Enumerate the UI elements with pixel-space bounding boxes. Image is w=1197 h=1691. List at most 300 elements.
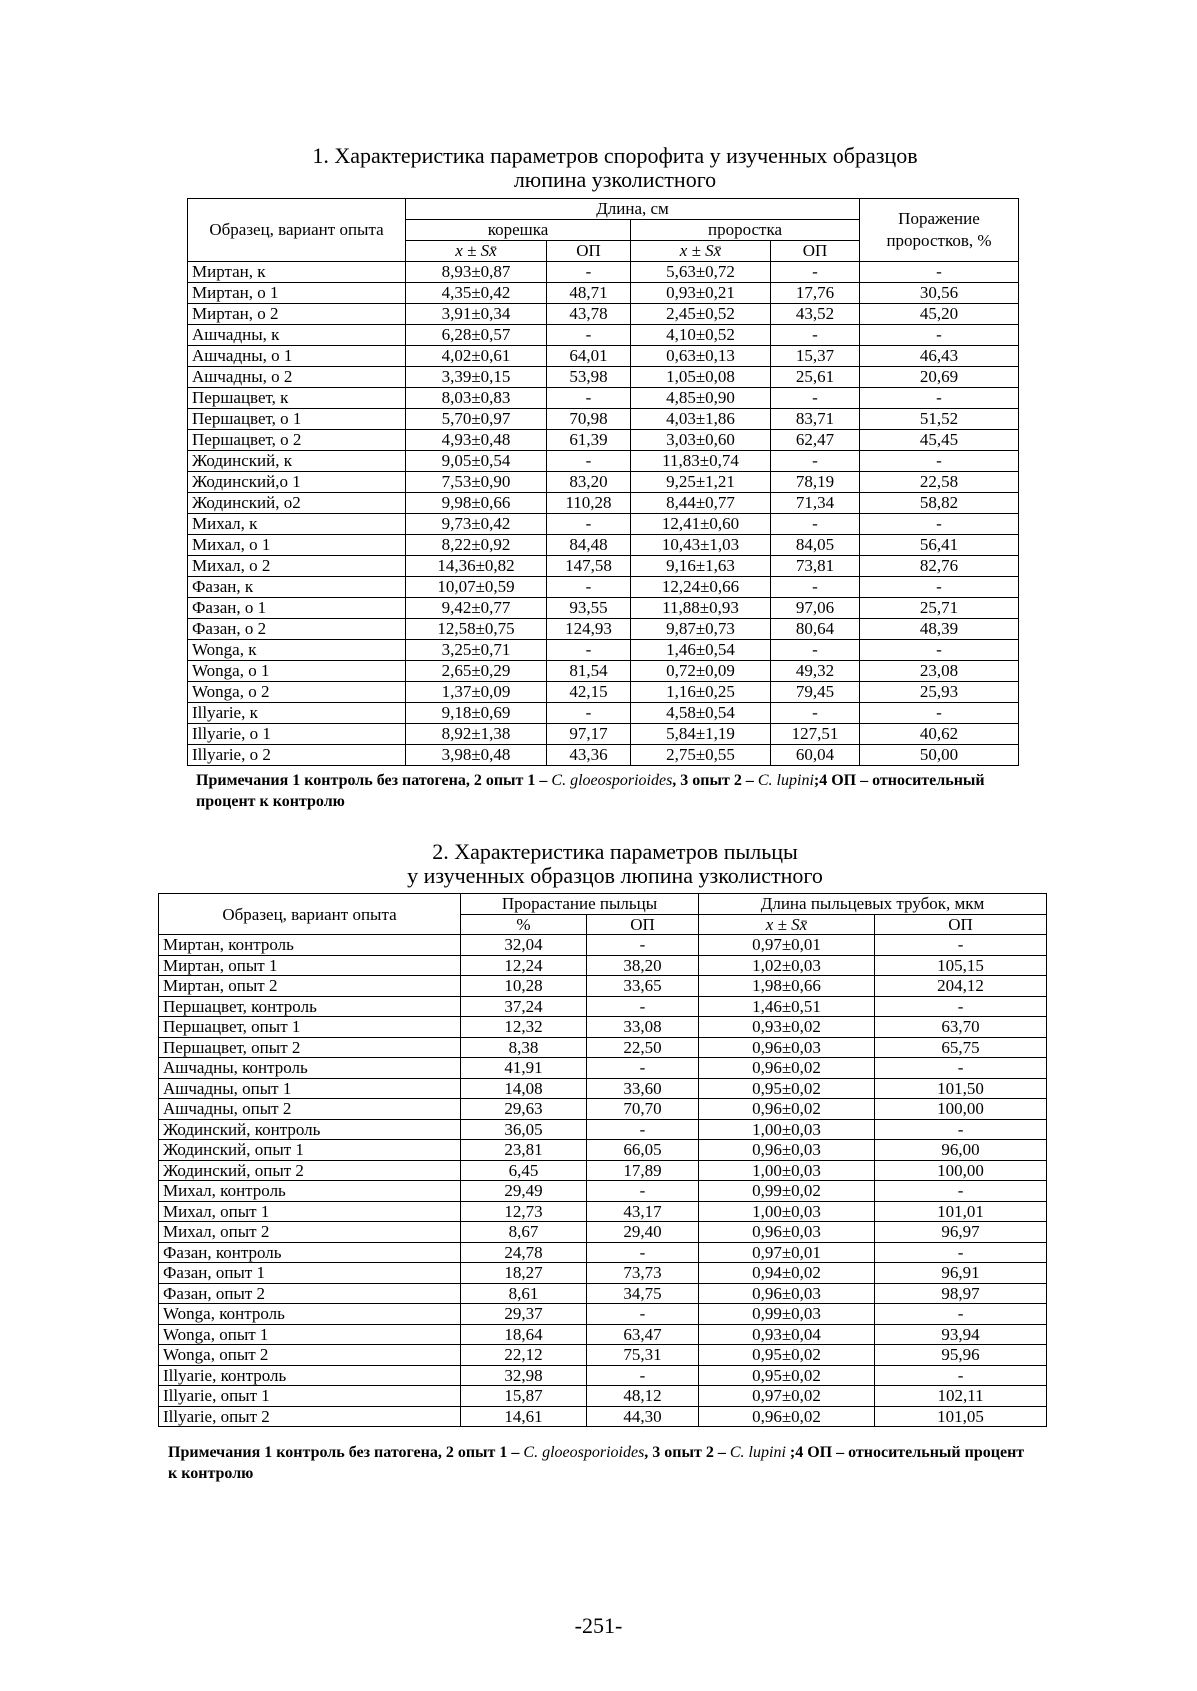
value-cell: 8,22±0,92 — [406, 535, 547, 556]
sample-cell: Першацвет, к — [188, 388, 406, 409]
value-cell: 42,15 — [547, 682, 631, 703]
value-cell: - — [587, 1119, 699, 1140]
note-species-1: C. gloeosporioides — [523, 1444, 645, 1461]
table-row — [159, 1160, 1047, 1181]
value-cell: 0,63±0,13 — [631, 346, 771, 367]
value-cell: 29,63 — [461, 1099, 587, 1120]
table1-caption-line1: 1. Характеристика параметров спорофита у изученных образцов — [312, 143, 918, 168]
value-cell: - — [587, 1058, 699, 1079]
value-cell: 8,92±1,38 — [406, 724, 547, 745]
value-cell: - — [875, 1119, 1047, 1140]
value-cell: 3,25±0,71 — [406, 640, 547, 661]
value-cell: 62,47 — [771, 430, 860, 451]
header-damage: Поражение проростков, % — [860, 199, 1019, 262]
value-cell: 10,28 — [461, 976, 587, 997]
value-cell: - — [771, 514, 860, 535]
value-cell: 5,63±0,72 — [631, 262, 771, 283]
value-cell: 1,02±0,03 — [699, 955, 875, 976]
sample-cell: Illyarie, о 1 — [188, 724, 406, 745]
value-cell: 98,97 — [875, 1283, 1047, 1304]
value-cell: 14,08 — [461, 1078, 587, 1099]
value-cell: 83,20 — [547, 472, 631, 493]
value-cell: 8,93±0,87 — [406, 262, 547, 283]
header-sample: Образец, вариант опыта — [188, 199, 406, 262]
value-cell: - — [771, 703, 860, 724]
value-cell: - — [771, 325, 860, 346]
value-cell: 0,96±0,02 — [699, 1099, 875, 1120]
value-cell: - — [860, 388, 1019, 409]
value-cell: 43,52 — [771, 304, 860, 325]
value-cell: 1,37±0,09 — [406, 682, 547, 703]
value-cell: 17,89 — [587, 1160, 699, 1181]
value-cell: 14,36±0,82 — [406, 556, 547, 577]
sample-cell: Миртан, о 2 — [188, 304, 406, 325]
value-cell: 29,40 — [587, 1222, 699, 1243]
value-cell: 127,51 — [771, 724, 860, 745]
value-cell: - — [547, 451, 631, 472]
table-row — [188, 430, 1019, 451]
sample-cell: Ашчадны, о 1 — [188, 346, 406, 367]
value-cell: 80,64 — [771, 619, 860, 640]
value-cell: 0,96±0,03 — [699, 1283, 875, 1304]
value-cell: - — [860, 577, 1019, 598]
value-cell: 40,62 — [860, 724, 1019, 745]
value-cell: 32,98 — [461, 1365, 587, 1386]
table-row — [159, 1406, 1047, 1427]
table-row — [159, 1345, 1047, 1366]
sample-cell: Фазан, о 1 — [188, 598, 406, 619]
table-row — [188, 493, 1019, 514]
value-cell: 9,87±0,73 — [631, 619, 771, 640]
value-cell: 0,96±0,02 — [699, 1058, 875, 1079]
value-cell: 20,69 — [860, 367, 1019, 388]
value-cell: 101,01 — [875, 1201, 1047, 1222]
table-row — [159, 1386, 1047, 1407]
value-cell: 3,91±0,34 — [406, 304, 547, 325]
value-cell: 1,16±0,25 — [631, 682, 771, 703]
value-cell: 22,12 — [461, 1345, 587, 1366]
value-cell: 83,71 — [771, 409, 860, 430]
value-cell: 29,37 — [461, 1304, 587, 1325]
table-row — [188, 367, 1019, 388]
value-cell: - — [875, 996, 1047, 1017]
value-cell: 22,58 — [860, 472, 1019, 493]
sample-cell: Фазан, опыт 2 — [159, 1283, 461, 1304]
value-cell: - — [547, 640, 631, 661]
value-cell: 96,97 — [875, 1222, 1047, 1243]
sporophyte-table-body — [188, 262, 1019, 766]
table-row — [159, 1304, 1047, 1325]
value-cell: 0,99±0,02 — [699, 1181, 875, 1202]
table-row — [159, 1283, 1047, 1304]
value-cell: 38,20 — [587, 955, 699, 976]
value-cell: 101,50 — [875, 1078, 1047, 1099]
sample-cell: Жодинский, о2 — [188, 493, 406, 514]
sample-cell: Жодинский, опыт 1 — [159, 1140, 461, 1161]
value-cell: 6,28±0,57 — [406, 325, 547, 346]
value-cell: 0,72±0,09 — [631, 661, 771, 682]
value-cell: 4,85±0,90 — [631, 388, 771, 409]
header-sprout-op: ОП — [771, 241, 860, 262]
value-cell: - — [860, 262, 1019, 283]
sample-cell: Жодинский,о 1 — [188, 472, 406, 493]
value-cell: 48,12 — [587, 1386, 699, 1407]
value-cell: 71,34 — [771, 493, 860, 514]
value-cell: 15,87 — [461, 1386, 587, 1407]
value-cell: 9,16±1,63 — [631, 556, 771, 577]
value-cell: - — [875, 1058, 1047, 1079]
value-cell: 49,32 — [771, 661, 860, 682]
value-cell: 0,97±0,01 — [699, 1242, 875, 1263]
table2-caption-line1: 2. Характеристика параметров пыльцы — [432, 839, 798, 864]
value-cell: 8,67 — [461, 1222, 587, 1243]
sample-cell: Михал, к — [188, 514, 406, 535]
table-row — [159, 1058, 1047, 1079]
value-cell: - — [875, 1242, 1047, 1263]
table-row — [159, 1140, 1047, 1161]
sample-cell: Миртан, о 1 — [188, 283, 406, 304]
table-row — [159, 1263, 1047, 1284]
value-cell: 25,93 — [860, 682, 1019, 703]
value-cell: 51,52 — [860, 409, 1019, 430]
value-cell: 9,42±0,77 — [406, 598, 547, 619]
value-cell: 0,96±0,03 — [699, 1140, 875, 1161]
value-cell: 0,93±0,02 — [699, 1017, 875, 1038]
value-cell: 14,61 — [461, 1406, 587, 1427]
sample-cell: Illyarie, к — [188, 703, 406, 724]
value-cell: 43,78 — [547, 304, 631, 325]
value-cell: 96,91 — [875, 1263, 1047, 1284]
value-cell: 44,30 — [587, 1406, 699, 1427]
pollen-table-body — [159, 935, 1047, 1427]
value-cell: 4,02±0,61 — [406, 346, 547, 367]
table-row — [159, 1078, 1047, 1099]
table-row — [188, 724, 1019, 745]
header-tubes-stat: x ± Sx̄ — [699, 914, 875, 935]
page-number: -251- — [574, 1613, 623, 1638]
value-cell: 5,70±0,97 — [406, 409, 547, 430]
value-cell: 102,11 — [875, 1386, 1047, 1407]
value-cell: 8,61 — [461, 1283, 587, 1304]
value-cell: 37,24 — [461, 996, 587, 1017]
value-cell: 56,41 — [860, 535, 1019, 556]
value-cell: 1,00±0,03 — [699, 1201, 875, 1222]
table-row — [188, 304, 1019, 325]
value-cell: 63,47 — [587, 1324, 699, 1345]
value-cell: 93,55 — [547, 598, 631, 619]
table-row — [159, 1119, 1047, 1140]
value-cell: - — [875, 935, 1047, 956]
value-cell: 81,54 — [547, 661, 631, 682]
note-text: Примечания 1 контроль без патогена, 2 опыт 1 – — [168, 1444, 524, 1461]
sample-cell: Першацвет, о 1 — [188, 409, 406, 430]
value-cell: 204,12 — [875, 976, 1047, 997]
sample-cell: Фазан, опыт 1 — [159, 1263, 461, 1284]
value-cell: 36,05 — [461, 1119, 587, 1140]
value-cell: 12,73 — [461, 1201, 587, 1222]
value-cell: 53,98 — [547, 367, 631, 388]
value-cell: 4,03±1,86 — [631, 409, 771, 430]
table-row — [188, 682, 1019, 703]
sample-cell: Михал, опыт 1 — [159, 1201, 461, 1222]
value-cell: 3,03±0,60 — [631, 430, 771, 451]
value-cell: 12,58±0,75 — [406, 619, 547, 640]
note-text: , 3 опыт 2 – — [672, 772, 758, 789]
sample-cell: Першацвет, контроль — [159, 996, 461, 1017]
value-cell: 2,45±0,52 — [631, 304, 771, 325]
value-cell: 8,03±0,83 — [406, 388, 547, 409]
value-cell: 75,31 — [587, 1345, 699, 1366]
sample-cell: Миртан, к — [188, 262, 406, 283]
note-text: ;4 ОП – относительный процент к контролю — [168, 1444, 1025, 1482]
value-cell: - — [771, 388, 860, 409]
value-cell: 29,49 — [461, 1181, 587, 1202]
sample-cell: Ашчадны, опыт 1 — [159, 1078, 461, 1099]
value-cell: 9,98±0,66 — [406, 493, 547, 514]
value-cell: - — [860, 451, 1019, 472]
value-cell: - — [587, 935, 699, 956]
table-row — [188, 535, 1019, 556]
value-cell: 0,96±0,02 — [699, 1406, 875, 1427]
table-row — [159, 1365, 1047, 1386]
value-cell: - — [875, 1181, 1047, 1202]
sample-cell: Михал, контроль — [159, 1181, 461, 1202]
value-cell: 24,78 — [461, 1242, 587, 1263]
value-cell: - — [587, 996, 699, 1017]
sample-cell: Михал, опыт 2 — [159, 1222, 461, 1243]
value-cell: - — [587, 1242, 699, 1263]
header-length: Длина, см — [406, 199, 860, 220]
note-text: , 3 опыт 2 – — [644, 1444, 730, 1461]
header-sprout: проростка — [631, 220, 860, 241]
sample-cell: Жодинский, опыт 2 — [159, 1160, 461, 1181]
value-cell: - — [860, 325, 1019, 346]
value-cell: 0,94±0,02 — [699, 1263, 875, 1284]
sample-cell: Ашчадны, опыт 2 — [159, 1099, 461, 1120]
value-cell: 18,64 — [461, 1324, 587, 1345]
value-cell: 147,58 — [547, 556, 631, 577]
value-cell: 4,10±0,52 — [631, 325, 771, 346]
value-cell: 34,75 — [587, 1283, 699, 1304]
value-cell: 105,15 — [875, 955, 1047, 976]
value-cell: - — [587, 1181, 699, 1202]
value-cell: 0,99±0,03 — [699, 1304, 875, 1325]
table-row — [188, 346, 1019, 367]
value-cell: 96,00 — [875, 1140, 1047, 1161]
value-cell: 70,70 — [587, 1099, 699, 1120]
sample-cell: Фазан, контроль — [159, 1242, 461, 1263]
value-cell: 0,95±0,02 — [699, 1078, 875, 1099]
sample-cell: Жодинский, контроль — [159, 1119, 461, 1140]
header-root-op: ОП — [547, 241, 631, 262]
sample-cell: Wonga, контроль — [159, 1304, 461, 1325]
value-cell: 3,98±0,48 — [406, 745, 547, 766]
value-cell: 45,20 — [860, 304, 1019, 325]
value-cell: 84,48 — [547, 535, 631, 556]
note-species-1: C. gloeosporioides — [551, 772, 673, 789]
value-cell: 45,45 — [860, 430, 1019, 451]
table2-caption — [200, 840, 1030, 888]
value-cell: 58,82 — [860, 493, 1019, 514]
sample-cell: Ашчадны, контроль — [159, 1058, 461, 1079]
value-cell: 48,39 — [860, 619, 1019, 640]
table-row — [159, 935, 1047, 956]
value-cell: 2,65±0,29 — [406, 661, 547, 682]
value-cell: 4,35±0,42 — [406, 283, 547, 304]
table1-caption — [200, 144, 1030, 192]
value-cell: 1,46±0,54 — [631, 640, 771, 661]
value-cell: - — [547, 388, 631, 409]
table-row — [188, 577, 1019, 598]
table-row — [188, 619, 1019, 640]
table-row — [188, 409, 1019, 430]
value-cell: 3,39±0,15 — [406, 367, 547, 388]
value-cell: 12,24 — [461, 955, 587, 976]
value-cell: 0,95±0,02 — [699, 1365, 875, 1386]
sample-cell: Wonga, о 2 — [188, 682, 406, 703]
value-cell: - — [547, 703, 631, 724]
table2-caption-line2: у изученных образцов люпина узколистного — [407, 863, 823, 888]
table-row — [188, 472, 1019, 493]
value-cell: 48,71 — [547, 283, 631, 304]
value-cell: 0,95±0,02 — [699, 1345, 875, 1366]
value-cell: - — [587, 1304, 699, 1325]
header-sample: Образец, вариант опыта — [159, 894, 461, 935]
value-cell: 4,58±0,54 — [631, 703, 771, 724]
value-cell: 15,37 — [771, 346, 860, 367]
table-row — [159, 1242, 1047, 1263]
value-cell: 0,93±0,04 — [699, 1324, 875, 1345]
header-germination: Прорастание пыльцы — [461, 894, 699, 915]
value-cell: 22,50 — [587, 1037, 699, 1058]
value-cell: 82,76 — [860, 556, 1019, 577]
sample-cell: Ашчадны, о 2 — [188, 367, 406, 388]
table-row — [159, 1037, 1047, 1058]
value-cell: 73,81 — [771, 556, 860, 577]
table-row — [188, 325, 1019, 346]
value-cell: 60,04 — [771, 745, 860, 766]
sample-cell: Миртан, контроль — [159, 935, 461, 956]
value-cell: - — [771, 262, 860, 283]
value-cell: - — [771, 451, 860, 472]
sample-cell: Першацвет, о 2 — [188, 430, 406, 451]
value-cell: - — [547, 325, 631, 346]
table-row — [159, 1324, 1047, 1345]
sample-cell: Миртан, опыт 1 — [159, 955, 461, 976]
value-cell: 4,93±0,48 — [406, 430, 547, 451]
table-row — [188, 598, 1019, 619]
value-cell: 5,84±1,19 — [631, 724, 771, 745]
value-cell: 33,60 — [587, 1078, 699, 1099]
value-cell: 0,96±0,03 — [699, 1222, 875, 1243]
value-cell: 50,00 — [860, 745, 1019, 766]
table-row — [159, 1181, 1047, 1202]
note-text: ;4 ОП – относительный процент к контролю — [196, 772, 985, 810]
value-cell: 84,05 — [771, 535, 860, 556]
value-cell: 97,17 — [547, 724, 631, 745]
value-cell: 95,96 — [875, 1345, 1047, 1366]
value-cell: 66,05 — [587, 1140, 699, 1161]
value-cell: 18,27 — [461, 1263, 587, 1284]
value-cell: 70,98 — [547, 409, 631, 430]
table-row — [159, 955, 1047, 976]
table-row — [159, 976, 1047, 997]
value-cell: - — [547, 262, 631, 283]
table-row — [188, 703, 1019, 724]
sporophyte-table — [187, 198, 1019, 766]
table-row — [188, 388, 1019, 409]
table-row — [159, 1201, 1047, 1222]
table-row — [188, 556, 1019, 577]
value-cell: 11,88±0,93 — [631, 598, 771, 619]
sample-cell: Жодинский, к — [188, 451, 406, 472]
value-cell: - — [875, 1304, 1047, 1325]
value-cell: 43,17 — [587, 1201, 699, 1222]
sample-cell: Миртан, опыт 2 — [159, 976, 461, 997]
value-cell: 9,25±1,21 — [631, 472, 771, 493]
table-row — [188, 283, 1019, 304]
header-tubes-op: ОП — [875, 914, 1047, 935]
value-cell: 64,01 — [547, 346, 631, 367]
sample-cell: Ашчадны, к — [188, 325, 406, 346]
value-cell: - — [771, 577, 860, 598]
sample-cell: Першацвет, опыт 1 — [159, 1017, 461, 1038]
table-row — [188, 514, 1019, 535]
value-cell: - — [587, 1365, 699, 1386]
value-cell: 8,44±0,77 — [631, 493, 771, 514]
value-cell: - — [875, 1365, 1047, 1386]
value-cell: 1,00±0,03 — [699, 1160, 875, 1181]
value-cell: 124,93 — [547, 619, 631, 640]
value-cell: 0,97±0,01 — [699, 935, 875, 956]
value-cell: 1,98±0,66 — [699, 976, 875, 997]
value-cell: 32,04 — [461, 935, 587, 956]
value-cell: 78,19 — [771, 472, 860, 493]
value-cell: 11,83±0,74 — [631, 451, 771, 472]
value-cell: 0,93±0,21 — [631, 283, 771, 304]
value-cell: 73,73 — [587, 1263, 699, 1284]
value-cell: - — [771, 640, 860, 661]
value-cell: 9,18±0,69 — [406, 703, 547, 724]
value-cell: 110,28 — [547, 493, 631, 514]
sample-cell: Illyarie, контроль — [159, 1365, 461, 1386]
table-row — [159, 1099, 1047, 1120]
sample-cell: Першацвет, опыт 2 — [159, 1037, 461, 1058]
value-cell: 25,71 — [860, 598, 1019, 619]
value-cell: - — [547, 577, 631, 598]
value-cell: 65,75 — [875, 1037, 1047, 1058]
value-cell: 79,45 — [771, 682, 860, 703]
value-cell: - — [860, 703, 1019, 724]
table-row — [188, 745, 1019, 766]
value-cell: 1,00±0,03 — [699, 1119, 875, 1140]
value-cell: 100,00 — [875, 1160, 1047, 1181]
value-cell: 0,97±0,02 — [699, 1386, 875, 1407]
sample-cell: Фазан, о 2 — [188, 619, 406, 640]
header-percent: % — [461, 914, 587, 935]
value-cell: 1,46±0,51 — [699, 996, 875, 1017]
value-cell: 43,36 — [547, 745, 631, 766]
note-species-2: C. lupini — [757, 772, 814, 789]
value-cell: 1,05±0,08 — [631, 367, 771, 388]
value-cell: 9,05±0,54 — [406, 451, 547, 472]
value-cell: - — [547, 514, 631, 535]
header-germ-op: ОП — [587, 914, 699, 935]
note-species-2: C. lupini — [729, 1444, 786, 1461]
table-row — [159, 996, 1047, 1017]
value-cell: 17,76 — [771, 283, 860, 304]
table-row — [188, 661, 1019, 682]
